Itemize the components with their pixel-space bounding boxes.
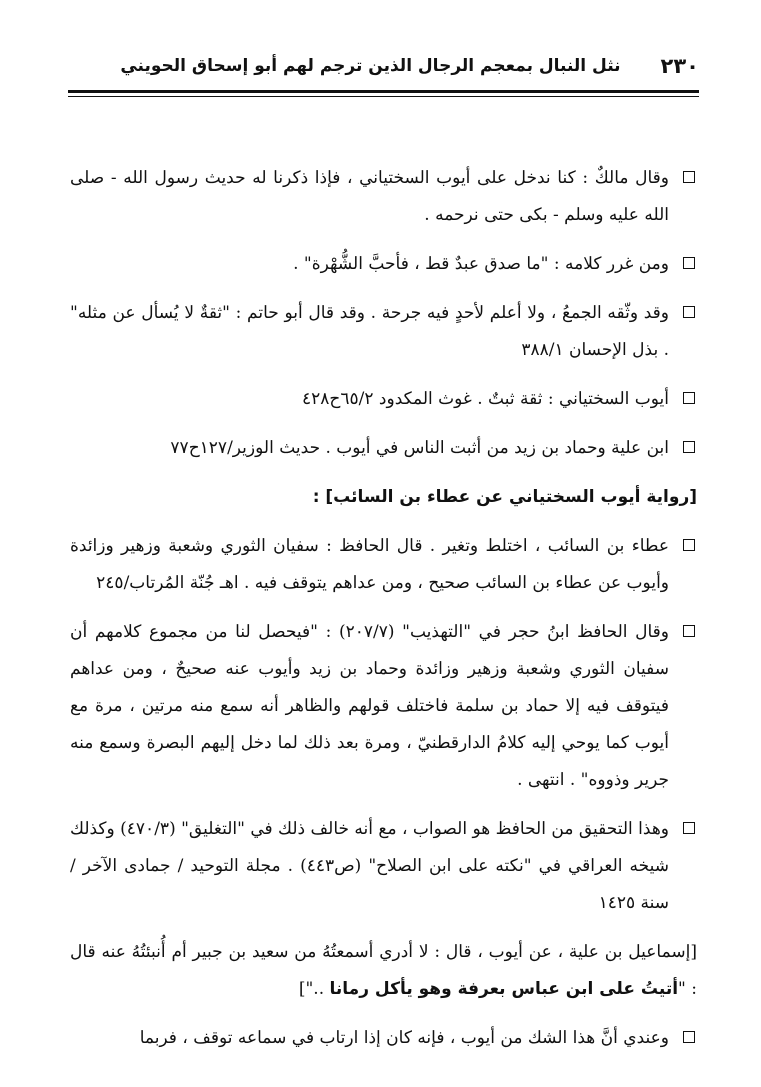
quote-bold: أتيتُ على ابن عباس بعرفة وهو يأكل رمانا — [329, 979, 679, 999]
list-item — [70, 430, 697, 467]
quote-intro: [إسماعيل بن علية ، عن أيوب ، قال : لا أدري أسمعتُهُ من سعيد بن جبير أم أُنبئتُهُ عنه قال : " — [70, 942, 697, 999]
square-bullet-icon — [683, 306, 695, 318]
square-bullet-icon — [683, 441, 695, 453]
running-header — [66, 44, 699, 88]
book-title: نثل النبال بمعجم الرجال الذين ترجم لهم أبو إسحاق الحويني — [120, 56, 621, 76]
item-text: ومن غرر كلامه : "ما صدق عبدٌ قط ، فأحبَّ الشُّهْرة" . — [293, 254, 669, 274]
quote-end: .."] — [298, 979, 330, 999]
item-text: وقد وثّقه الجمعُ ، ولا أعلم لأحدٍ فيه جرحة . وقد قال أبو حاتم : "ثقةٌ لا يُسأل عن مثله" . بذل الإحسان ٣٨٨/١ — [70, 303, 669, 360]
header-rule-thick — [68, 90, 699, 93]
list-item — [70, 528, 697, 602]
page-body — [70, 160, 697, 1069]
square-bullet-icon — [683, 1031, 695, 1043]
header-rule-thin — [68, 96, 699, 97]
list-item — [70, 381, 697, 418]
item-text: ابن علية وحماد بن زيد من أثبت الناس في أيوب . حديث الوزير/١٢٧ح٧٧ — [170, 438, 669, 458]
list-item — [70, 295, 697, 369]
list-item — [70, 1020, 697, 1057]
item-text: عطاء بن السائب ، اختلط وتغير . قال الحافظ : سفيان الثوري وشعبة وزهير وزائدة وأيوب عن عطاء بن السائب صحيح ، ومن عداهم يتوقف فيه . اهـ جُنّة المُرتاب/٢٤٥ — [70, 536, 669, 593]
square-bullet-icon — [683, 171, 695, 183]
square-bullet-icon — [683, 822, 695, 834]
list-item — [70, 811, 697, 922]
square-bullet-icon — [683, 392, 695, 404]
item-text: وقال الحافظ ابنُ حجر في "التهذيب" (٢٠٧/٧) : "فيحصل لنا من مجموع كلامهم أن سفيان الثوري وشعبة وزهير وزائدة وحماد بن زيد وأيوب عنه صحيحٌ ، ومن عداهم فيتوقف فيه إلا حماد بن سلمة فاختلف قولهم والظاهر أنه سمع منه مرتين ، مرة مع أيوب كما يوحي إليه كلامُ الدارقطنيّ ، ومرة بعد ذلك لما دخل إليهم البصرة وسمع منه جرير وذووه" . انتهى . — [70, 622, 669, 790]
item-text: أيوب السختياني : ثقة ثبتٌ . غوث المكدود ٦٥/٢ح٤٢٨ — [302, 389, 669, 409]
page-number: ٢٣٠ — [660, 54, 699, 78]
list-item — [70, 246, 697, 283]
narration-quote — [70, 934, 697, 1008]
item-text: وهذا التحقيق من الحافظ هو الصواب ، مع أنه خالف ذلك في "التغليق" (٤٧٠/٣) وكذلك شيخه العراقي في "نكته على ابن الصلاح" (ص٤٤٣) . مجلة التوحيد / جمادى الآخر / سنة ١٤٢٥ — [70, 819, 669, 913]
square-bullet-icon — [683, 539, 695, 551]
section-heading: [رواية أيوب السختياني عن عطاء بن السائب] : — [312, 487, 697, 507]
list-item — [70, 614, 697, 799]
item-text: وعندي أنَّ هذا الشك من أيوب ، فإنه كان إذا ارتاب في سماعه توقف ، فربما — [139, 1028, 669, 1048]
square-bullet-icon — [683, 257, 695, 269]
square-bullet-icon — [683, 625, 695, 637]
item-text: وقال مالكٌ : كنا ندخل على أيوب السختياني ، فإذا ذكرنا له حديث رسول الله - صلى الله عليه وسلم - بكى حتى نرحمه . — [70, 168, 669, 225]
list-item — [70, 160, 697, 234]
